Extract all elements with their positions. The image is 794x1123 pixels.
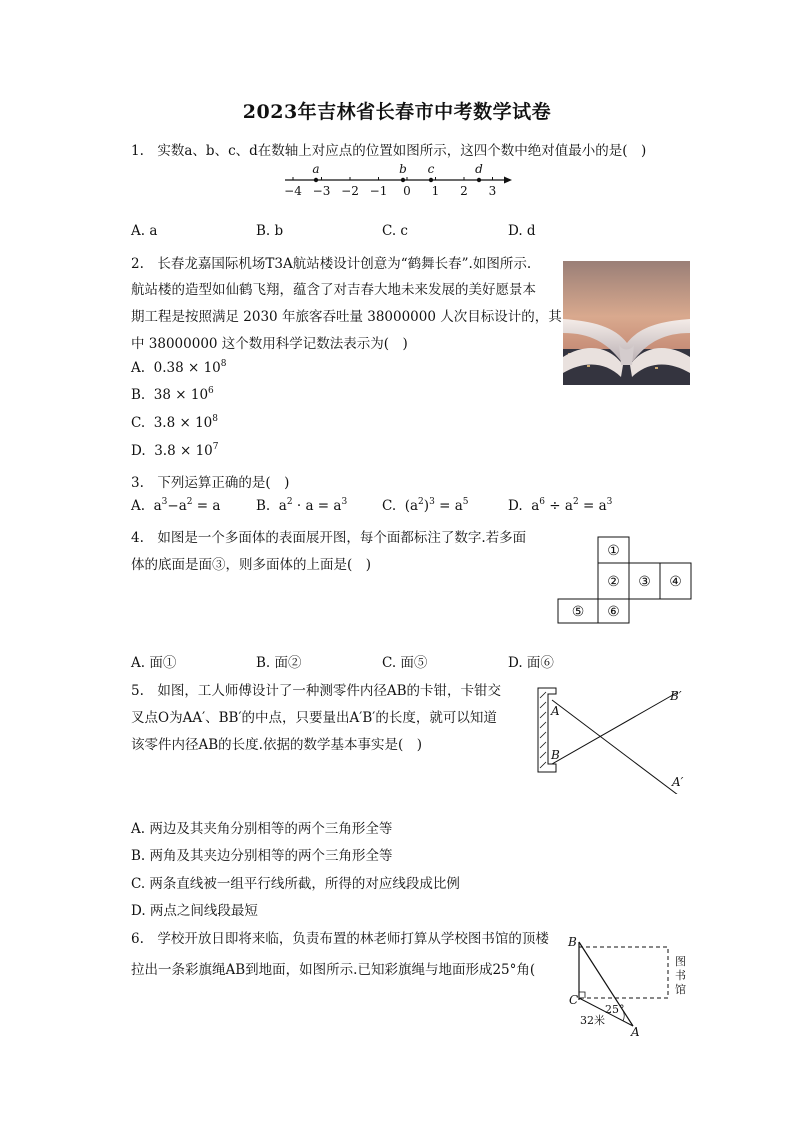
airport-terminal-photo: [563, 261, 690, 385]
segment-bb: [552, 692, 678, 764]
q3-option-c: C. $(a^2)^3 = a^5$: [382, 497, 469, 514]
caliper-figure: [534, 684, 694, 794]
label-c: C: [569, 993, 579, 1007]
distance-label: 32米: [580, 1014, 605, 1027]
question-2-line: 2. 长春龙嘉国际机场T3A航站楼设计创意为“鹤舞长春”.如图所示.: [131, 256, 532, 272]
question-2-line: 航站楼的造型如仙鹤飞翔，蕴含了对吉春大地未来发展的美好愿景本: [131, 282, 536, 298]
segment-aa: [552, 700, 682, 794]
tick-label: 1: [431, 184, 440, 198]
question-5-line: 叉点O为AA′、BB′的中点，只要量出A′B′的长度，就可以知道: [131, 710, 497, 726]
tick-label: 0: [403, 184, 411, 198]
label-b: B: [568, 935, 577, 949]
question-6-line: 6. 学校开放日即将来临，负责布置的林老师打算从学校图书馆的顶楼: [131, 931, 549, 947]
q4-option-a: A. 面①: [131, 655, 177, 671]
tick-label: −1: [369, 184, 388, 198]
q4-option-b: B. 面②: [256, 655, 302, 671]
label-b: B: [551, 748, 560, 762]
q2-option-b: B. $38 \times 10^6$: [131, 386, 214, 403]
q1-option-a: A. a: [131, 223, 158, 239]
question-4-line: 体的底面是面③，则多面体的上面是( ): [131, 557, 372, 573]
q5-option-b: B. 两角及其夹边分别相等的两个三角形全等: [131, 848, 393, 864]
angle-label: 25°: [605, 1003, 625, 1016]
q5-option-c: C. 两条直线被一组平行线所截，所得的对应线段成比例: [131, 876, 460, 892]
q3-option-a: A. $a^3-a^2 = a$: [131, 497, 221, 514]
q5-option-d: D. 两点之间线段最短: [131, 903, 258, 919]
point-label: b: [399, 162, 407, 176]
library-label: 图: [675, 955, 686, 968]
question-3-stem: 3. 下列运算正确的是( ): [131, 475, 290, 491]
number-line-figure: [280, 160, 520, 202]
library-flag-rope-figure: [565, 932, 695, 1037]
q4-option-d: D. 面⑥: [508, 655, 554, 671]
q2-option-a: A. $0.38 \times 10^8$: [131, 359, 227, 376]
q3-option-b: B. $a^2 \cdot a = a^3$: [256, 497, 348, 514]
question-2-line: 中 38000000 这个数用科学记数法表示为( ): [131, 336, 408, 352]
q4-option-c: C. 面⑤: [382, 655, 428, 671]
point-a: [314, 178, 318, 182]
face-label: ③: [638, 574, 651, 590]
face-label: ②: [607, 574, 620, 590]
point-label: a: [312, 162, 320, 176]
question-6-line: 拉出一条彩旗绳AB到地面，如图所示.已知彩旗绳与地面形成25°角(: [131, 962, 536, 978]
label-b-prime: B′: [670, 689, 682, 703]
q3-option-d: D. $a^6 \div a^2 = a^3$: [508, 497, 613, 514]
tick-label: −2: [341, 184, 359, 198]
point-label: c: [427, 162, 435, 176]
face-label: ①: [607, 543, 620, 559]
q2-option-d: D. $3.8 \times 10^7$: [131, 442, 219, 459]
question-5-line: 该零件内径AB的长度.依据的数学基本事实是( ): [131, 737, 422, 753]
question-1-stem: 1. 实数a、b、c、d在数轴上对应点的位置如图所示，这四个数中绝对值最小的是( ): [131, 143, 647, 159]
number-line-arrow: [504, 177, 512, 184]
point-label: d: [475, 162, 483, 176]
q2-option-c: C. $3.8 \times 10^8$: [131, 414, 218, 431]
library-label: 馆: [675, 983, 686, 996]
q1-option-b: B. b: [256, 223, 284, 239]
point-b: [401, 178, 405, 182]
point-c: [429, 178, 433, 182]
tick-label: 3: [488, 184, 497, 198]
label-a-prime: A′: [672, 775, 684, 789]
tick-label: 2: [460, 184, 468, 198]
page-title: 2023年吉林省长春市中考数学试卷: [242, 101, 552, 123]
question-5-line: 5. 如图，工人师傅设计了一种测零件内径AB的卡钳，卡钳交: [131, 683, 502, 699]
label-a: A: [551, 704, 560, 718]
label-a: A: [631, 1025, 640, 1037]
point-d: [477, 178, 481, 182]
right-angle-mark: [579, 992, 585, 998]
q5-option-a: A. 两边及其夹角分别相等的两个三角形全等: [131, 821, 393, 837]
library-label: 书: [675, 969, 686, 982]
library-building-outline: [579, 947, 668, 998]
question-2-line: 期工程是按照满足 2030 年旅客吞吐量 38000000 人次目标设计的，其: [131, 309, 562, 325]
face-label: ⑤: [571, 604, 585, 620]
face-label: ⑥: [607, 604, 620, 620]
q1-option-d: D. d: [508, 223, 536, 239]
tick-label: −4: [284, 184, 302, 198]
question-4-line: 4. 如图是一个多面体的表面展开图，每个面都标注了数字.若多面: [131, 530, 527, 546]
q1-option-c: C. c: [382, 223, 408, 239]
face-label: ④: [669, 574, 682, 590]
polyhedron-net-figure: [557, 536, 693, 626]
tick-label: −3: [312, 184, 331, 198]
